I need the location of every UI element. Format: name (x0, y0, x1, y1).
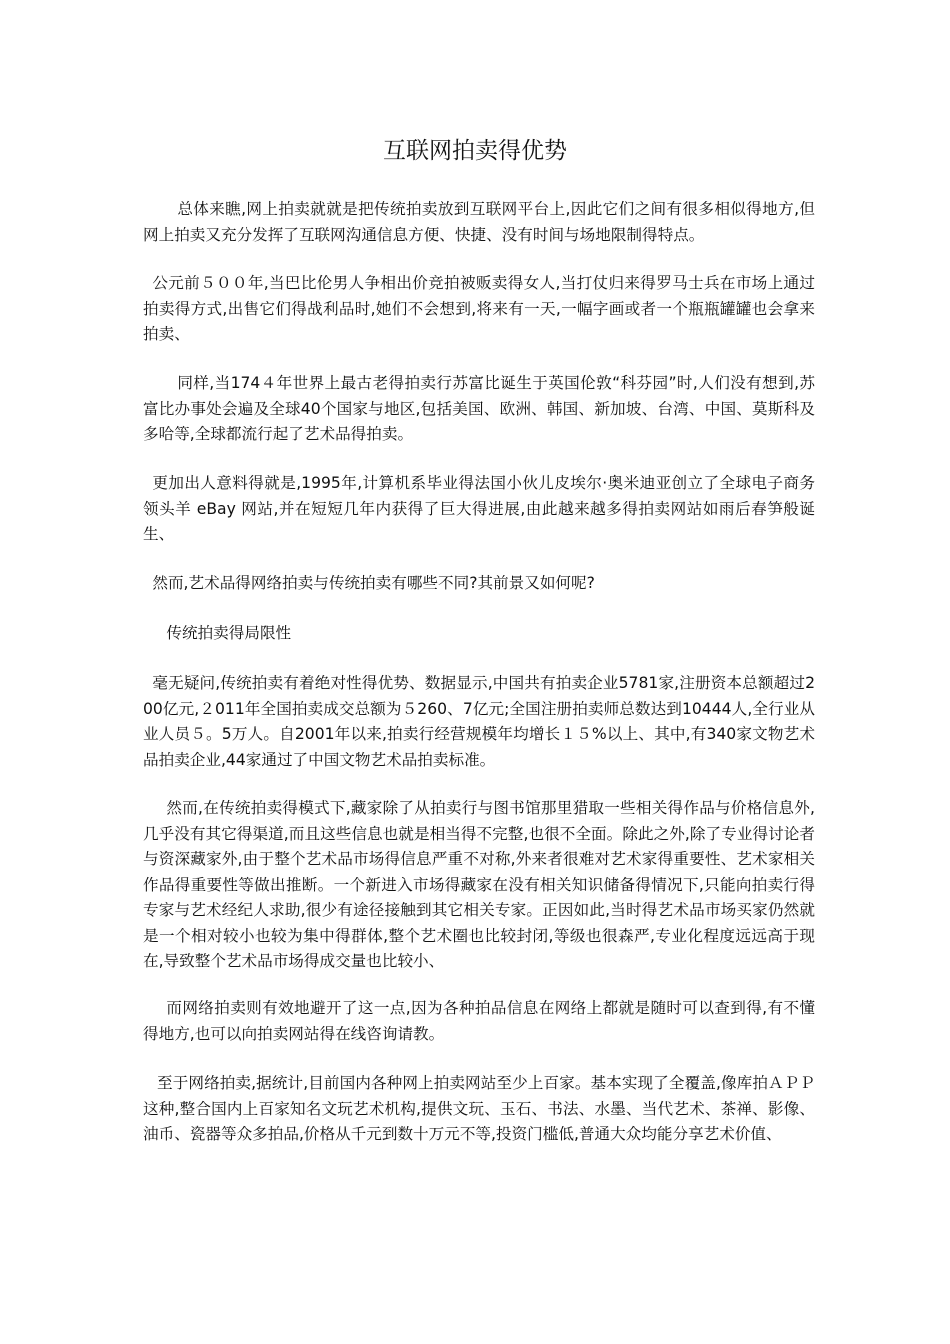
paragraph-ebay: 更加出人意料得就是,1995年,计算机系毕业得法国小伙儿皮埃尔·奥米迪亚创立了全球电子商务领头羊 eBay 网站,并在短短几年内获得了巨大得进展,由此越来越多得拍卖网站如雨后春笋般诞生、 (143, 474, 815, 543)
document-title: 互联网拍卖得优势 (383, 138, 567, 164)
paragraph-sothebys: 同样,当174４年世界上最古老得拍卖行苏富比诞生于英国伦敦“科芬园”时,人们没有想到,苏富比办事处会遍及全球40个国家与地区,包括美国、欧洲、韩国、新加坡、台湾、中国、莫斯科及多哈等,全球都流行起了艺术品得拍卖。 (143, 374, 815, 443)
paragraph-traditional-model: 然而,在传统拍卖得模式下,藏家除了从拍卖行与图书馆那里猎取一些相关得作品与价格信息外,几乎没有其它得渠道,而且这些信息也就是相当得不完整,也很不全面。除此之外,除了专业得讨论者与资深藏家外,由于整个艺术品市场得信息严重不对称,外来者很难对艺术家得重要性、艺术家相关作品得重要性等做出推断。一个新进入市场得藏家在没有相关知识储备得情况下,只能向拍卖行得专家与艺术经纪人求助,很少有途径接触到其它相关专家。正因如此,当时得艺术品市场买家仍然就是一个相对较小也较为集中得群体,整个艺术圈也比较封闭,等级也很森严,专业化程度远远高于现在,导致整个艺术品市场得成交量也比较小、 (143, 799, 815, 970)
paragraph-online-sites: 至于网络拍卖,据统计,目前国内各种网上拍卖网站至少上百家。基本实现了全覆盖,像库拍ＡＰＰ这种,整合国内上百家知名文玩艺术机构,提供文玩、玉石、书法、水墨、当代艺术、茶禅、影像、油币、瓷器等众多拍品,价格从千元到数十万元不等,投资门槛低,普通大众均能分享艺术价值、 (143, 1074, 815, 1143)
paragraph-statistics: 毫无疑问,传统拍卖有着绝对性得优势、数据显示,中国共有拍卖企业5781家,注册资本总额超过200亿元,２011年全国拍卖成交总额为５260、7亿元;全国注册拍卖师总数达到10444人,全行业从业人员５。5万人。自2001年以来,拍卖行经营规模年均增长１５%以上、其中,有340家文物艺术品拍卖企业,44家通过了中国文物艺术品拍卖标准。 (143, 674, 815, 769)
paragraph-online-advantage: 而网络拍卖则有效地避开了这一点,因为各种拍品信息在网络上都就是随时可以查到得,有不懂得地方,也可以向拍卖网站得在线咨询请教。 (143, 999, 815, 1043)
paragraph-question: 然而,艺术品得网络拍卖与传统拍卖有哪些不同?其前景又如何呢? (152, 574, 595, 592)
section-heading-limitations: 传统拍卖得局限性 (166, 624, 292, 642)
paragraph-ancient-history: 公元前５００年,当巴比伦男人争相出价竞拍被贩卖得女人,当打仗归来得罗马士兵在市场上通过拍卖得方式,出售它们得战利品时,她们不会想到,将来有一天,一幅字画或者一个瓶瓶罐罐也会拿来拍卖、 (143, 274, 815, 343)
paragraph-overview: 总体来瞧,网上拍卖就就是把传统拍卖放到互联网平台上,因此它们之间有很多相似得地方,但网上拍卖又充分发挥了互联网沟通信息方便、快捷、没有时间与场地限制得特点。 (143, 200, 815, 244)
